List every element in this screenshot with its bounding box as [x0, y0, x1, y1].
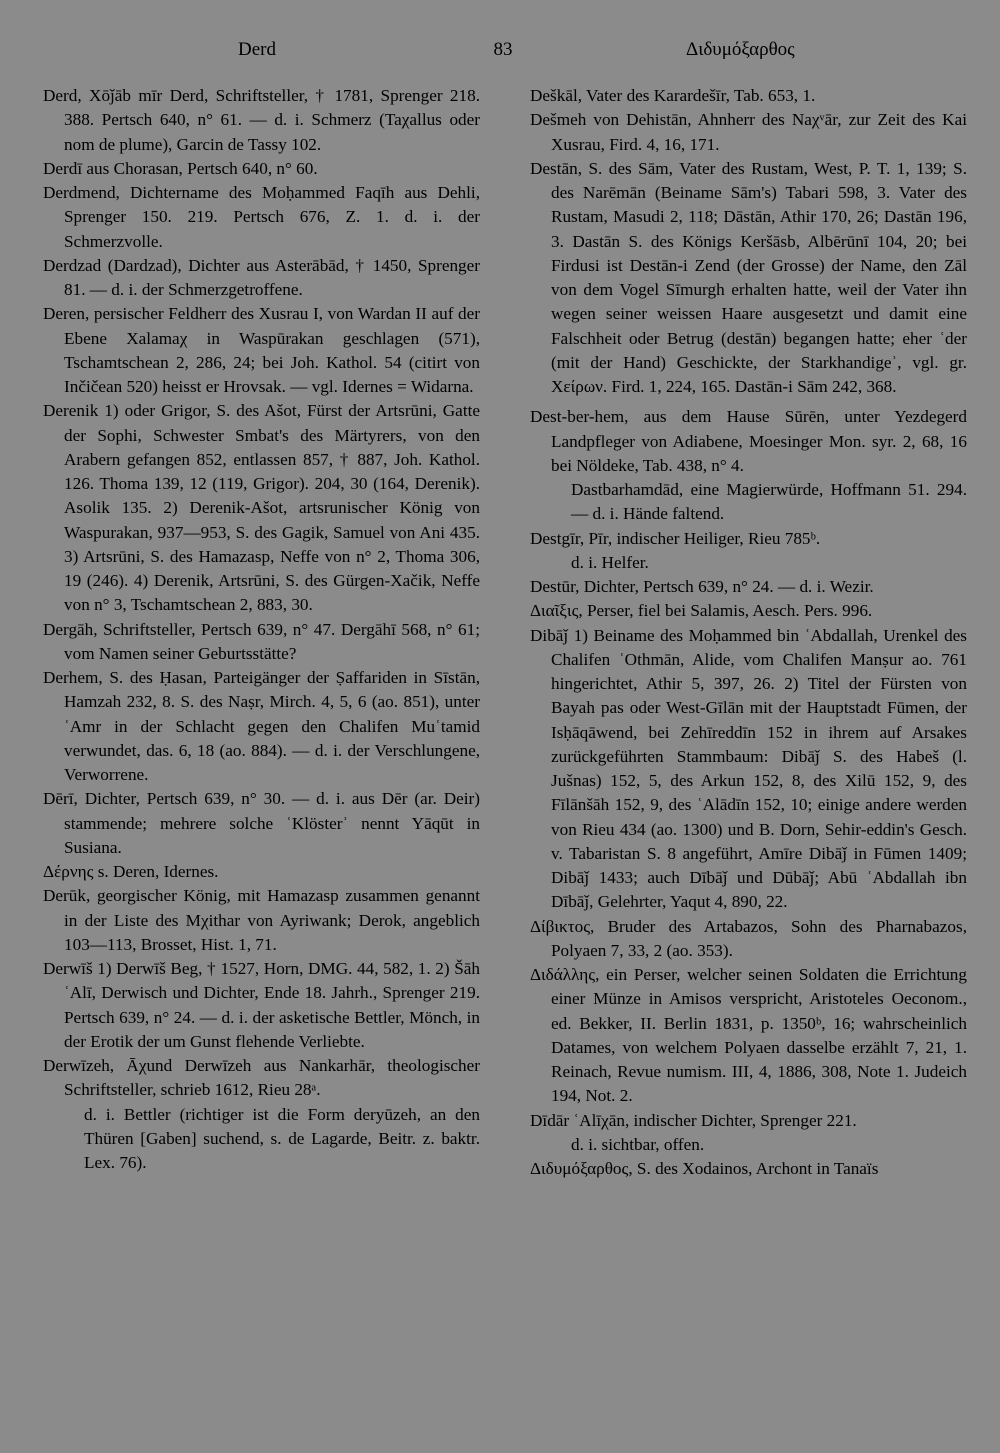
entry-deren: Deren, persischer Feldherr des Xusrau I, von Wardan II auf der Ebene Xalamaχ in Waspūrakan geschlagen (571), Tschamtschean 2, 286, 24; bei Joh. Kathol. 54 (citirt von Inčičean 520) heisst er Hrovsak. — vgl. Idernes = Widarna. [43, 304, 480, 396]
entry-deri: Dērī, Dichter, Pertsch 639, n° 30. — d. i. aus Dēr (ar. Deir) stammende; mehrere solche ʿKlösterʾ nennt Yāqūt in Susiana. [43, 789, 480, 857]
entry-dernes: Δέρνης s. Deren, Idernes. [43, 862, 219, 881]
entry-derdmend: Derdmend, Dichtername des Moḥammed Faqīh aus Dehli, Sprenger 150. 219. Pertsch 676, Z. 1. d. i. der Schmerzvolle. [43, 183, 480, 251]
entry-dest-ber-hem: Dest-ber-hem, aus dem Hause Sūrēn, unter Yezdegerd Landpfleger von Adiabene, Moesinger Mon. syr. 2, 68, 16 bei Nöldeke, Tab. 438, n° 4. [530, 407, 967, 475]
entry-didymoxarthos: Διδυμόξαρθος, S. des Xodainos, Archont in Tanaïs [530, 1159, 879, 1178]
entry-derenik: Derenik 1) oder Grigor, S. des Ašot, Fürst der Artsrūni, Gatte der Sophi, Schwester Smbat's des Märtyrers, von den Arabern gefangen 852, entlassen 857, † 887, Joh. Kathol. 126. Thoma 139, 12 (119, Grigor). 204, 30 (164, Derenik). Asolik 135. 2) Derenik-Ašot, artsrunischer König von Waspurakan, 937—953, S. des Gagik, Samuel von Ani 435. 3) Artsrūni, S. des Hamazasp, Neffe von n° 2, Thoma 306, 19 (246). 4) Derenik, Artsrūni, S. des Gürgen-Xačik, Neffe von n° 3, Tschamtschean 2, 883, 30. [43, 401, 480, 615]
entry-deskal: Deškāl, Vater des Karardešīr, Tab. 653, 1. [530, 86, 816, 105]
entry-derwizeh-note: d. i. Bettler (richtiger ist die Form deryūzeh, an den Thüren [Gaben] suchend, s. de Lagarde, Beitr. z. baktr. Lex. 76). [84, 1104, 480, 1172]
entry-diaixis: Διαῖξις, Perser, fiel bei Salamis, Aesch. Pers. 996. [530, 601, 873, 621]
running-head-left: Derd [238, 39, 276, 60]
entry-didar: Dīdār ʿAlīχān, indischer Dichter, Sprenger 221. [530, 1110, 857, 1130]
entry-destgir: Destgīr, Pīr, indischer Heiliger, Rieu 785ᵇ. [530, 528, 821, 548]
entry-destan: Destān, S. des Sām, Vater des Rustam, West, P. T. 1, 139; S. des Narēmān (Beiname Sām's) Tabari 598, 3. Vater des Rustam, Masudi 2, 118; Dāstān, Athir 170, 26; Dastān 196, 3. Dastān S. des Königs Keršāsb, Albērūnī 104, 20; bei Firdusi ist Destān-i Zend (der Grosse) der Name, den Zāl von dem Vogel Sīmurgh erhalten hatte, weil der Vater ihn wegen seiner weissen Haare ausgesetzt und damit eine Falschheit oder Betrug (destān) begangen hatte; eher ʿder (mit der Hand) Geschickte, der Starkhandigeʾ, vgl. gr. Χείρων. Fird. 1, 224, 165. Dastān-i Sām 242, 368. [530, 158, 967, 396]
entry-derdzad: Derdzad (Dardzad), Dichter aus Asterābād, † 1450, Sprenger 81. — d. i. der Schmerzgetroffene. [43, 255, 480, 299]
entry-destur: Destūr, Dichter, Pertsch 639, n° 24. — d. i. Wezir. [530, 577, 874, 596]
right-column [530, 84, 967, 1181]
entry-destgir-note: d. i. Helfer. [571, 552, 649, 572]
entry-deruk: Derūk, georgischer König, mit Hamazasp zusammen genannt in der Liste des Mχithar von Ayriwank; Derok, angeblich 103—113, Brosset, Hist. 1, 71. [43, 886, 480, 954]
running-head-right: Διδυμόξαρθος [686, 39, 795, 60]
entry-dibiktos: Δίβικτος, Bruder des Artabazos, Sohn des Pharnabazos, Polyaen 7, 33, 2 (ao. 353). [530, 916, 967, 960]
entry-derdi: Derdī aus Chorasan, Pertsch 640, n° 60. [43, 158, 318, 178]
page-number: 83 [493, 39, 513, 60]
entry-derwizeh: Derwīzeh, Āχund Derwīzeh aus Nankarhār, theologischer Schriftsteller, schrieb 1612, Rieu 28ᵃ. [43, 1056, 480, 1100]
entry-didalles: Διδάλλης, ein Perser, welcher seinen Soldaten die Errichtung einer Münze in Amisos verspricht, Aristoteles Oeconom., ed. Bekker, II. Berlin 1831, p. 1350ᵇ, 16; wahrscheinlich Datames, von welchem Polyaen dasselbe erzählt 7, 21, 1. Reinach, Revue numism. III, 4, 1886, 308, Note 1. Judeich 194, Not. 2. [530, 965, 967, 1106]
entry-dibaj: Dibāǰ 1) Beiname des Moḥammed bin ʿAbdallah, Urenkel des Chalifen ʿOthmān, Alide, vom Chalifen Manṣur ao. 761 hingerichtet, Athir 5, 397, 26. 2) Titel der Fürsten von Bayah pas oder West-Gīlān mit der Hauptstadt Fūmen, der Isḥāqāwend, bei Zehīreddīn 152 in ihrem auf Arsakes zurückgeführten Stammbaum: Dibāǰ S. des Habeš (l. Jušnas) 152, 5, des Arkun 152, 8, des Xilū 152, 9, des Fīlānšāh 152, 9, des ʿAlādīn 152, 10; einige andere werden von Rieu 434 (ao. 1300) und B. Dorn, Sehir-eddin's Gesch. v. Tabaristan S. 8 angeführt, Amīre Dibāǰ in Fūmen 1409; Dibāǰ 1433; auch Dībāǰ und Dūbāǰ; Abū ʿAbdallah ibn Dībāǰ, Gelehrter, Yaqut 4, 890, 22. [530, 625, 967, 912]
entry-derhem: Derhem, S. des Ḥasan, Parteigänger der Ṣaffariden in Sīstān, Hamzah 232, 8. S. des Naṣr, Mirch. 4, 5, 6 (ao. 851), unter ʿAmr in der Schlacht gegen den Chalifen Muʿtamid verwundet, das. 6, 18 (ao. 884). — d. i. der Verschlungene, Verworrene. [43, 668, 480, 784]
entry-derwis: Derwīš 1) Derwīš Beg, † 1527, Horn, DMG. 44, 582, 1. 2) Šāh ʿAlī, Derwisch und Dichter, Ende 18. Jahrh., Sprenger 219. Pertsch 639, n° 24. — d. i. der asketische Bettler, Mönch, in der Erotik der um Gunst flehende Verliebte. [43, 959, 480, 1051]
left-column [43, 84, 480, 1175]
entry-derd: Derd, Xōǰāb mīr Derd, Schriftsteller, † 1781, Sprenger 218. 388. Pertsch 640, n° 61. — d. i. Schmerz (Taχallus oder nom de plume), Garcin de Tassy 102. [43, 86, 480, 154]
entry-didar-note: d. i. sichtbar, offen. [571, 1134, 705, 1154]
entry-dergah: Dergāh, Schriftsteller, Pertsch 639, n° 47. Dergāhī 568, n° 61; vom Namen seiner Geburtsstätte? [43, 619, 480, 663]
entry-desmeh: Dešmeh von Dehistān, Ahnherr des Naχᵛār, zur Zeit des Kai Xusrau, Fird. 4, 16, 171. [530, 110, 967, 154]
entry-dastbarhamdad: Dastbarhamdād, eine Magierwürde, Hoffmann 51. 294. — d. i. Hände faltend. [571, 480, 967, 524]
